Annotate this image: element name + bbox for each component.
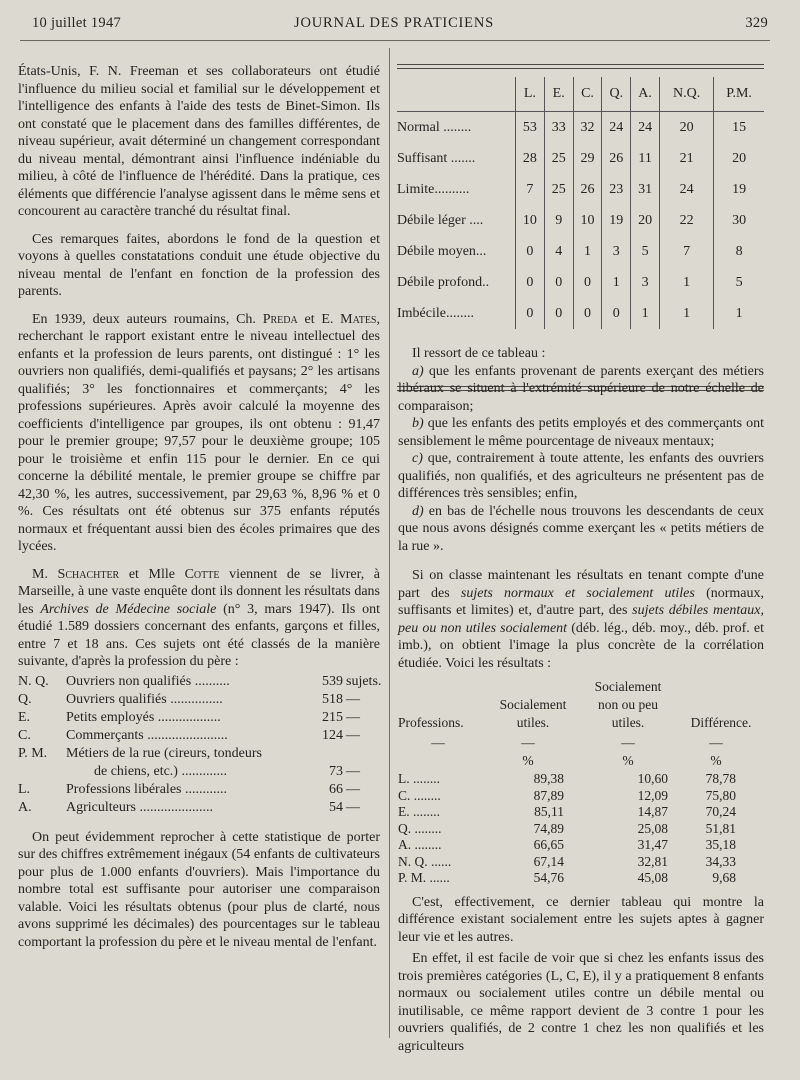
paragraph-ressort: Il ressort de ce tableau : bbox=[412, 346, 546, 361]
header-non-utiles bbox=[578, 678, 678, 732]
table-cell: 15 bbox=[714, 112, 764, 144]
conclusion-list bbox=[398, 363, 764, 556]
table-cell: 24 bbox=[659, 174, 713, 205]
text: , recherchant le rapport existant entre le niveau intellectuel des enfants et la profession de leurs parents, ont distingué : 1° les ouvriers non qualifiés, demi-qualifiés et paysans; 2° les artisans qualifiés; 3° les fonctionnaires et commerçants; 4° les professions supérieures. Après avoir calculé la moyenne des coefficients d'intelligence par groupes, ils ont obtenu : 91,47 pour le premier groupe; 97,57 pour le deuxième groupe; 105 pour le troisième et enfin 115 pour le dernier. En ce qui concerne la débilité mentale, le premier groupe se chiffre par 42,30 %, les autres, successivement, par 29,63 %, 8,96 % et 0 %. Ces résultats ont été obtenus sur 375 enfants réputés normaux et fréquentant aussi bien des écoles primaires que des lycées. bbox=[18, 311, 380, 554]
occupation-label: Agriculteurs ..................... bbox=[66, 799, 213, 815]
mental-level-grid bbox=[397, 77, 764, 329]
difference-value: 70,24 bbox=[705, 804, 736, 819]
occupation-label: Ouvriers qualifiés ............... bbox=[66, 691, 223, 707]
item-letter: b) bbox=[412, 416, 424, 431]
table-cell: 28 bbox=[516, 143, 545, 174]
table-cell: 25 bbox=[544, 143, 573, 174]
occupation-code: E. bbox=[18, 709, 31, 725]
occupation-row bbox=[18, 709, 380, 727]
table-row bbox=[397, 112, 764, 144]
table-cell: 30 bbox=[714, 205, 764, 236]
table2-dash-row bbox=[398, 734, 764, 752]
table2-body bbox=[398, 770, 764, 886]
table-row bbox=[398, 787, 764, 804]
occupation-code: N. Q. bbox=[18, 673, 49, 689]
profession-code: E. ........ bbox=[398, 804, 440, 819]
occupation-code: L. bbox=[18, 781, 31, 797]
occupation-count: 66 bbox=[329, 781, 343, 797]
occupation-code bbox=[18, 763, 66, 781]
paragraph-roumains bbox=[18, 311, 380, 556]
item-text: que, contrairement à toute attente, les enfants des ouvriers qualifiés, non qualifiés, et des agriculteurs ne présentent pas de différences très sensibles; enfin, bbox=[398, 451, 764, 501]
text: Socialement bbox=[594, 679, 662, 694]
occupation-unit: — bbox=[346, 763, 360, 779]
occupation-unit: — bbox=[346, 727, 360, 743]
table-top-rule bbox=[397, 64, 764, 65]
column-divider bbox=[389, 48, 390, 1038]
table-cell: 21 bbox=[659, 143, 713, 174]
utiles-value: 89,38 bbox=[533, 771, 564, 786]
occupation-count: 215 bbox=[322, 709, 343, 725]
occupation-unit: — bbox=[346, 691, 360, 707]
table-row bbox=[398, 803, 764, 820]
occupation-row bbox=[18, 763, 380, 781]
table-cell: 33 bbox=[544, 112, 573, 144]
row-label: Imbécile........ bbox=[397, 305, 474, 321]
table-row bbox=[397, 205, 764, 236]
text: viennent de se livrer, à Marseille, à une vaste enquête dont ils donnent les résultats dans les bbox=[18, 566, 380, 617]
text: (n° 3, mars 1947). Ils ont étudié 1.589 dossiers concernant des enfants, garçons et filles, entre 7 et 18 ans. Ces sujets ont été classés de la manière suivante, d'après la profession du père : bbox=[18, 601, 380, 669]
table-cell: 1 bbox=[573, 236, 602, 267]
table-row bbox=[398, 770, 764, 787]
journal-reference: Archives de Médecine sociale bbox=[40, 601, 217, 617]
occupation-count: 124 bbox=[322, 727, 343, 743]
dash: — bbox=[621, 735, 635, 750]
row-label: Débile léger .... bbox=[397, 212, 484, 228]
occupation-unit bbox=[343, 745, 380, 763]
conclusion-item bbox=[398, 415, 764, 450]
table-row bbox=[398, 836, 764, 853]
text: En 1939, deux auteurs roumains, Ch. bbox=[32, 311, 263, 327]
table-cell: 5 bbox=[631, 236, 660, 267]
table-top-rule bbox=[397, 68, 764, 69]
table-cell: 0 bbox=[573, 298, 602, 329]
header-rule bbox=[20, 40, 770, 41]
table-row bbox=[397, 143, 764, 174]
item-text: que les enfants provenant de parents exerçant des métiers libéraux se situent à l'extrémité supérieure de notre échelle de comparaison; bbox=[398, 363, 764, 414]
text: (normaux, suffisants et limites) et, d'autre part, des bbox=[398, 585, 764, 618]
header-date: 10 juillet 1947 bbox=[32, 15, 122, 31]
header-journal-title: JOURNAL DES PRATICIENS bbox=[294, 15, 494, 31]
paragraph-freeman: États-Unis, F. N. Freeman et ses collaborateurs ont étudié l'influence du milieu social et familial sur le développement et l'intelligence des enfants à l'aide des tests de Binet-Simon. Ils ont constaté que le placement dans des familles différentes, de niveau supérieur, avait déterminé un changement correspondant du niveau mental, démontrant ainsi l'influence indéniable du milieu, à côté de l'influence de l'hérédité. Dans la pratique, ces éléments que différencie l'analyse agissent dans le même sens et concourent au caractère tranché du résultat final. bbox=[18, 64, 380, 219]
italic-term: sujets normaux et socialement utiles bbox=[460, 585, 695, 601]
column-header: A. bbox=[631, 77, 660, 112]
table2-header bbox=[398, 676, 764, 734]
occupation-list bbox=[18, 673, 380, 817]
item-letter: a) bbox=[412, 363, 424, 379]
table-cell: 19 bbox=[714, 174, 764, 205]
occupation-row bbox=[18, 727, 380, 745]
utiles-value: 67,14 bbox=[533, 853, 564, 869]
table2-percent-row bbox=[398, 752, 764, 770]
occupation-code: P. M. bbox=[18, 745, 48, 761]
table-cell: 0 bbox=[516, 236, 545, 267]
column-header: P.M. bbox=[714, 77, 764, 112]
profession-code: A. ........ bbox=[398, 837, 442, 852]
table-row bbox=[398, 820, 764, 837]
corner-cell bbox=[397, 77, 516, 112]
conclusion-item bbox=[398, 503, 764, 556]
table-cell: 32 bbox=[573, 112, 602, 144]
text: Si on classe maintenant les résultats en tenant compte d'une part des bbox=[398, 568, 764, 601]
occupation-label: Petits employés .................. bbox=[66, 709, 221, 725]
table-row bbox=[398, 869, 764, 886]
table-cell: 0 bbox=[602, 298, 631, 329]
occupation-label: de chiens, etc.) ............. bbox=[66, 763, 227, 779]
table-cell: 1 bbox=[659, 298, 713, 329]
non-utiles-value: 14,87 bbox=[637, 804, 668, 819]
header-page-number: 329 bbox=[745, 15, 768, 31]
item-text: en bas de l'échelle nous trouvons les descendants de ceux que nous avons désignés comme exerçant les « petits métiers de la rue ». bbox=[398, 503, 764, 554]
item-letter: d) bbox=[412, 503, 424, 519]
table-cell: 4 bbox=[544, 236, 573, 267]
table-header-row bbox=[397, 77, 764, 112]
table-cell: 3 bbox=[602, 236, 631, 267]
profession-code: P. M. ...... bbox=[398, 870, 450, 885]
table-cell: 0 bbox=[544, 298, 573, 329]
author-cotte: Cotte bbox=[184, 566, 220, 582]
dash: — bbox=[521, 735, 535, 750]
header-professions: Professions. bbox=[398, 715, 464, 730]
non-utiles-value: 45,08 bbox=[637, 870, 668, 885]
text: (déb. lég., déb. moy., déb. prof. et imb.), on obtient l'image la plus concrète de la corrélation étudiée. Voici les résultats : bbox=[398, 620, 764, 671]
paragraph-cest: C'est, effectivement, ce dernier tableau qui montre la différence existant socialement entre les sujets aptes à gagner leur vie et les autres. bbox=[398, 894, 764, 945]
occupation-row bbox=[18, 781, 380, 799]
table-cell: 25 bbox=[544, 174, 573, 205]
dash: — bbox=[431, 735, 445, 750]
utiles-value: 85,11 bbox=[534, 804, 564, 819]
text: utiles. bbox=[611, 715, 645, 730]
occupation-unit: — bbox=[346, 799, 360, 815]
non-utiles-value: 25,08 bbox=[637, 820, 668, 836]
table-cell: 26 bbox=[602, 143, 631, 174]
utiles-value: 54,76 bbox=[533, 870, 564, 885]
author-preda: Preda bbox=[262, 311, 298, 327]
table-cell: 29 bbox=[573, 143, 602, 174]
conclusion-item bbox=[398, 363, 764, 416]
paragraph-classement bbox=[398, 567, 764, 672]
column-header: E. bbox=[544, 77, 573, 112]
column-header: L. bbox=[516, 77, 545, 112]
non-utiles-value: 31,47 bbox=[637, 837, 668, 852]
table-row bbox=[397, 174, 764, 205]
occupation-unit: — bbox=[346, 709, 360, 725]
non-utiles-value: 10,60 bbox=[637, 771, 668, 786]
author-schachter: Schachter bbox=[57, 566, 120, 582]
profession-code: N. Q. ...... bbox=[398, 853, 452, 869]
table-cell: 5 bbox=[714, 267, 764, 298]
difference-value: 51,81 bbox=[705, 820, 736, 836]
table-cell: 0 bbox=[516, 267, 545, 298]
table-cell: 10 bbox=[573, 205, 602, 236]
table-cell: 0 bbox=[573, 267, 602, 298]
table-row bbox=[397, 236, 764, 267]
table-cell: 7 bbox=[516, 174, 545, 205]
dash: — bbox=[709, 735, 723, 750]
table-cell: 31 bbox=[631, 174, 660, 205]
header-difference: Différence. bbox=[690, 715, 752, 730]
table-body bbox=[397, 112, 764, 330]
occupation-count: 54 bbox=[329, 799, 343, 815]
table-cell: 3 bbox=[631, 267, 660, 298]
row-label: Débile moyen... bbox=[397, 243, 487, 259]
text: utiles. bbox=[516, 715, 550, 730]
difference-value: 9,68 bbox=[712, 870, 736, 885]
percent-sign: % bbox=[522, 753, 534, 768]
occupation-label: Professions libérales ............ bbox=[66, 781, 227, 797]
occupation-code: C. bbox=[18, 727, 31, 743]
percent-sign: % bbox=[622, 753, 634, 768]
text: Socialement bbox=[499, 697, 567, 712]
italic-term: sujets débiles mentaux, peu ou non utiles socialement bbox=[398, 603, 764, 636]
social-utility-table bbox=[398, 676, 764, 886]
table-cell: 11 bbox=[631, 143, 660, 174]
table-row bbox=[398, 853, 764, 870]
table-cell: 0 bbox=[516, 298, 545, 329]
profession-code: C. ........ bbox=[398, 787, 441, 803]
row-label: Limite.......... bbox=[397, 181, 470, 197]
paragraph-en-effet: En effet, il est facile de voir que si chez les enfants issus des trois premières catégories (L, C, E), il y a pratiquement 8 enfants normaux ou socialement utiles contre un débile mental ou inutilisable, ce même rapport devient de 3 contre 1 pour les ouvriers qualifiés, de 2 contre 1 chez les non qualifiés et les agriculteurs bbox=[398, 951, 764, 1054]
column-header: C. bbox=[573, 77, 602, 112]
table-cell: 20 bbox=[714, 143, 764, 174]
table-cell: 20 bbox=[659, 112, 713, 144]
table-cell: 20 bbox=[631, 205, 660, 236]
paragraph-statistique: On peut évidemment reprocher à cette statistique de porter sur des chiffres extrêmement inégaux (54 enfants de cultivateurs pour plus de 1.000 enfants d'ouvriers). Mais l'importance du nombre total est suffisante pour autoriser une comparaison valable. Voici les résultats obtenus (pour plus de clarté, nous avons supprimé les décimales) des pourcentages sur le tableau comportant la profession du père et le niveau mental de l'enfant. bbox=[18, 829, 380, 950]
item-letter: c) bbox=[412, 451, 423, 466]
table-cell: 53 bbox=[516, 112, 545, 144]
row-label: Débile profond.. bbox=[397, 274, 490, 290]
difference-value: 75,80 bbox=[705, 787, 736, 803]
occupation-count: 539 bbox=[322, 673, 343, 689]
column-header: N.Q. bbox=[659, 77, 713, 112]
text: M. bbox=[32, 566, 58, 582]
difference-value: 78,78 bbox=[705, 771, 736, 786]
text: et E. bbox=[297, 311, 341, 327]
left-column bbox=[18, 63, 380, 961]
text: et Mlle bbox=[119, 566, 185, 582]
occupation-unit: — bbox=[346, 781, 360, 797]
paragraph-remarques: Ces remarques faites, abordons le fond de la question et voyons à quelles constatations conduit une étude objective du niveau mental de l'enfant en fonction de la profession des parents. bbox=[18, 231, 380, 299]
table-cell: 24 bbox=[602, 112, 631, 144]
right-column bbox=[398, 345, 764, 1065]
paragraph-schachter bbox=[18, 566, 380, 671]
table-cell: 8 bbox=[714, 236, 764, 267]
occupation-label: Ouvriers non qualifiés .......... bbox=[66, 673, 230, 689]
row-label: Normal ........ bbox=[397, 119, 472, 135]
occupation-row bbox=[18, 691, 380, 709]
occupation-count: 518 bbox=[322, 691, 343, 707]
profession-code: L. ........ bbox=[398, 771, 440, 786]
occupation-code: A. bbox=[18, 799, 32, 815]
occupation-row bbox=[18, 799, 380, 817]
percent-sign: % bbox=[710, 753, 722, 768]
table-cell: 22 bbox=[659, 205, 713, 236]
occupation-label: Commerçants ....................... bbox=[66, 727, 228, 743]
table-cell: 26 bbox=[573, 174, 602, 205]
table-row bbox=[397, 298, 764, 329]
running-header bbox=[18, 15, 770, 37]
non-utiles-value: 32,81 bbox=[637, 853, 668, 869]
table-cell: 10 bbox=[516, 205, 545, 236]
table-row bbox=[397, 267, 764, 298]
table-cell: 1 bbox=[659, 267, 713, 298]
utiles-value: 87,89 bbox=[533, 787, 564, 803]
table-cell: 1 bbox=[631, 298, 660, 329]
profession-code: Q. ........ bbox=[398, 820, 442, 836]
occupation-label: Métiers de la rue (cireurs, tondeurs bbox=[66, 745, 262, 761]
header-utiles bbox=[490, 696, 576, 732]
table-cell: 23 bbox=[602, 174, 631, 205]
table-cell: 24 bbox=[631, 112, 660, 144]
table-cell: 19 bbox=[602, 205, 631, 236]
occupation-count bbox=[315, 745, 343, 763]
non-utiles-value: 12,09 bbox=[637, 787, 668, 803]
table-cell: 0 bbox=[544, 267, 573, 298]
conclusion-item bbox=[398, 450, 764, 503]
table-cell: 9 bbox=[544, 205, 573, 236]
author-mates: Mates bbox=[340, 311, 377, 327]
occupation-count: 73 bbox=[329, 763, 343, 779]
row-label: Suffisant ....... bbox=[397, 150, 476, 166]
item-text: que les enfants des petits employés et des commerçants ont sensiblement le même pourcentage de niveaux mentaux; bbox=[398, 416, 764, 449]
occupation-row bbox=[18, 745, 380, 763]
occupation-unit: sujets. bbox=[346, 673, 382, 689]
table-cell: 1 bbox=[602, 267, 631, 298]
occupation-row bbox=[18, 673, 380, 691]
difference-value: 35,18 bbox=[705, 837, 736, 852]
utiles-value: 66,65 bbox=[533, 837, 564, 852]
difference-value: 34,33 bbox=[705, 853, 736, 869]
table-cell: 7 bbox=[659, 236, 713, 267]
text: non ou peu bbox=[598, 697, 658, 712]
column-header: Q. bbox=[602, 77, 631, 112]
table-cell: 1 bbox=[714, 298, 764, 329]
occupation-code: Q. bbox=[18, 691, 32, 707]
utiles-value: 74,89 bbox=[533, 820, 564, 836]
